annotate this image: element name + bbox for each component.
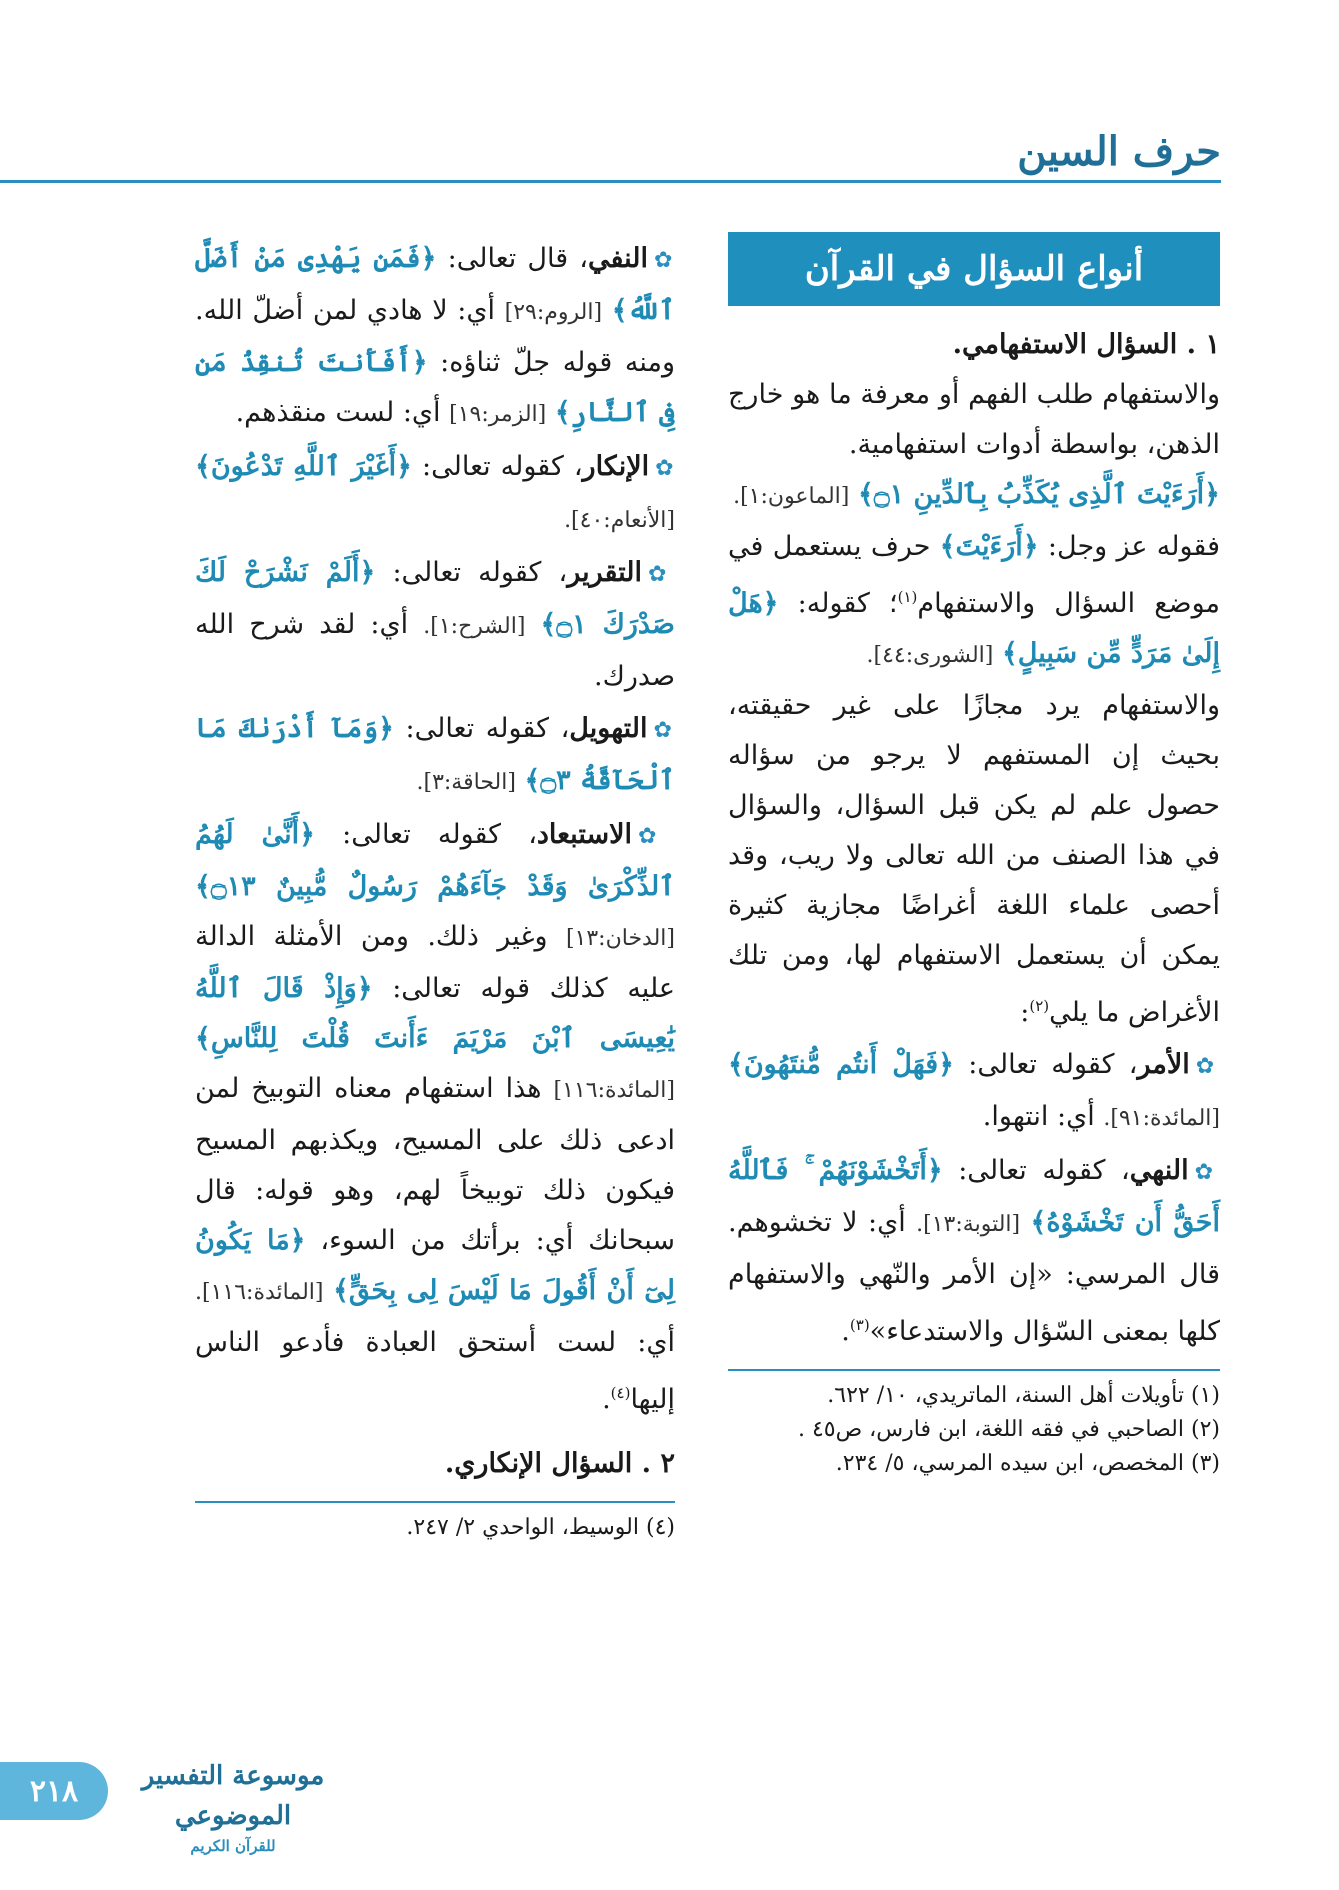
flower-bullet-icon: ✿ <box>638 824 676 849</box>
list-item-nahy <box>728 1146 1220 1357</box>
text-run: ، كقوله تعالى: <box>953 1049 1138 1080</box>
right-column <box>728 232 1220 1481</box>
footnote: (٢) الصاحبي في فقه اللغة، ابن فارس، ص٤٥ . <box>797 1417 1220 1442</box>
text-run: ، كقوله تعالى: <box>393 713 570 744</box>
paragraph-definition: والاستفهام طلب الفهم أو معرفة ما هو خارج الذهن، بواسطة أدوات استفهامية. <box>728 379 1220 460</box>
footnote-marker[interactable]: (٣) <box>849 1316 870 1334</box>
text-run: هذا استفهام معناه التوبيخ لمن ادعى ذلك على المسيح، ويكذبهم المسيح فيكون ذلك توبيخاً لهم، وهو قوله: قال سبحانك أي: برأتك من السوء، <box>195 1073 675 1256</box>
flower-bullet-icon: ✿ <box>655 456 675 481</box>
text-run: أي: لا تخشوهم. قال المرسي: «إن الأمر والنّهي والاستفهام كلها بمعنى السّؤال والاستدعاء» <box>728 1207 1220 1347</box>
text-run: والاستفهام يرد مجازًا على غير حقيقته، بحيث إن المستفهم لا يرجو من سؤاله حصول علم لم يكن قبل السؤال، والسؤال في هذا الصنف من الله تعالى ولا ريب، وقد أحصى علماء اللغة أغراضًا مجازية كثيرة يمكن أن يستعمل الاستفهام لها، ومن تلك الأغراض ما يلي <box>728 690 1220 1028</box>
paragraph-majaz <box>728 681 1220 1038</box>
text-run: ، كقوله تعالى: <box>942 1155 1130 1186</box>
footnote-marker[interactable]: (٤) <box>610 1384 631 1402</box>
verse-reference: [الزمر:١٩] <box>449 402 547 427</box>
verse-reference: [الحاقة:٣]. <box>416 770 516 795</box>
heading-istifhami: ١ . السؤال الاستفهامي. <box>952 329 1220 360</box>
verse-reference: [الماعون:١]. <box>733 484 850 509</box>
list-item-taqrir <box>195 548 675 702</box>
item-label: الإنكار <box>582 451 650 482</box>
text-run: أي: لقد شرح الله صدرك. <box>195 609 675 692</box>
verse-reference: [المائدة:١١٦]. <box>195 1280 324 1305</box>
text-run: أي: لست منقذهم. <box>235 397 450 428</box>
text-run: وغير ذلك. ومن الأمثلة الدالة عليه كذلك قوله تعالى: <box>195 921 675 1004</box>
footnote-divider <box>195 1501 675 1503</box>
text-run: فقوله عز وجل: <box>1038 531 1220 562</box>
footnote-divider <box>728 1369 1220 1371</box>
flower-bullet-icon: ✿ <box>654 248 675 273</box>
verse-reference: [الأنعام:٤٠]. <box>564 508 675 533</box>
flower-bullet-icon: ✿ <box>648 562 676 587</box>
quran-quote: ﴿هَلْ إِلَىٰ مَرَدٍّ مِّن سَبِيلٍ﴾ <box>728 588 1220 669</box>
quran-quote: ﴿فَمَن يَهْدِى مَنْ أَضَلَّ ٱللَّهُ﴾ <box>195 243 675 326</box>
verse-reference: [الروم:٢٩] <box>504 300 603 325</box>
verse-reference: [الدخان:١٣] <box>565 926 675 951</box>
text-run: حرف يستعمل في موضع السؤال والاستفهام <box>728 531 1220 619</box>
text-run: : <box>1020 997 1030 1028</box>
verse-reference: [المائدة:١١٦] <box>553 1078 675 1103</box>
quran-quote: ﴿فَهَلْ أَنتُم مُّنتَهُونَ﴾ <box>728 1049 954 1080</box>
quran-quote: ﴿وَإِذْ قَالَ ٱللَّهُ يَٰعِيسَى ٱبْنَ مَرْيَمَ ءَأَنتَ قُلْتَ لِلنَّاسِ﴾ <box>195 973 675 1054</box>
text-run: ، كقوله تعالى: <box>375 557 568 588</box>
left-column <box>195 232 675 1545</box>
text-run: ، كقوله تعالى: <box>412 451 583 482</box>
text-run: ؛ كقوله: <box>778 588 898 619</box>
heading-inkari: ٢ . السؤال الإنكاري. <box>444 1448 675 1479</box>
item-label: الاستبعاد <box>536 819 632 850</box>
encyclopedia-logo <box>138 1756 328 1855</box>
quran-quote: ﴿أَنَّىٰ لَهُمُ ٱلذِّكْرَىٰ وَقَدْ جَآءَهُمْ رَسُولٌ مُّبِينٌ ۝١٣﴾ <box>195 819 675 902</box>
quran-quote: ﴿أَرَءَيْتَ ٱلَّذِى يُكَذِّبُ بِٱلدِّينِ ۝١﴾ <box>857 479 1220 510</box>
item-label: النهي <box>1129 1155 1189 1186</box>
text-run: ، قال تعالى: <box>436 243 588 274</box>
verse-reference: [الشورى:٤٤]. <box>866 643 994 668</box>
quran-quote: ﴿أَغَيْرَ ٱللَّهِ تَدْعُونَ﴾ <box>195 451 413 482</box>
text-run: أي: انتهوا. <box>982 1101 1104 1132</box>
item-label: النفي <box>587 243 649 274</box>
footnote: (١) تأويلات أهل السنة، الماتريدي، ١٠/ ٦٢٢. <box>827 1383 1220 1408</box>
text-run: . <box>841 1316 850 1347</box>
flower-bullet-icon: ✿ <box>653 718 675 743</box>
quran-quote: ﴿أَلَمْ نَشْرَحْ لَكَ صَدْرَكَ ۝١﴾ <box>195 557 675 640</box>
section-title: أنواع السؤال في القرآن <box>728 232 1220 306</box>
verse-reference: [التوبة:١٣]. <box>916 1212 1021 1237</box>
list-item-istibaad <box>195 810 675 1425</box>
page-header-title: حرف السين <box>1017 128 1221 175</box>
quran-quote: ﴿أَفَأَنتَ تُنقِذُ مَن فِى ٱلنَّارِ﴾ <box>195 347 675 428</box>
page-number-badge: ٢١٨ <box>0 1762 108 1820</box>
header-divider <box>0 180 1221 183</box>
list-item-amr <box>728 1040 1220 1144</box>
quran-quote: ﴿وَمَآ أَدْرَىٰكَ مَا ٱلْحَآقَّةُ ۝٣﴾ <box>195 713 675 796</box>
flower-bullet-icon: ✿ <box>1194 1160 1221 1185</box>
quran-quote: ﴿أَتَخْشَوْنَهُمْ ۚ فَٱللَّهُ أَحَقُّ أَن تَخْشَوْهُ﴾ <box>728 1155 1220 1238</box>
list-item-tahwil <box>195 704 675 808</box>
flower-bullet-icon: ✿ <box>1195 1054 1221 1079</box>
verse-reference: [الشرح:١]. <box>423 614 526 639</box>
logo-subtitle: للقرآن الكريم <box>190 1837 276 1855</box>
paragraph-araayta <box>728 522 1220 681</box>
footnote: (٤) الوسيط، الواحدي ٢/ ٢٤٧. <box>406 1515 675 1540</box>
paragraph-example-1 <box>728 470 1220 522</box>
list-item-inkar <box>195 442 675 546</box>
item-label: التهويل <box>569 713 648 744</box>
list-item-nafy <box>195 234 675 440</box>
item-label: الأمر <box>1137 1049 1190 1080</box>
text-run: . <box>602 1384 611 1415</box>
logo-title: موسوعة التفسير الموضوعي <box>141 1761 325 1831</box>
quran-quote: ﴿مَا يَكُونُ لِىٓ أَنْ أَقُولَ مَا لَيْسَ لِى بِحَقٍّ﴾ <box>195 1225 675 1306</box>
footnote-marker[interactable]: (٢) <box>1029 997 1050 1015</box>
footnote: (٣) المخصص، ابن سيده المرسي، ٥/ ٢٣٤. <box>835 1451 1220 1476</box>
text-run: ، كقوله تعالى: <box>314 819 537 850</box>
text-run: أي: لست أستحق العبادة فأدعو الناس إليها <box>195 1327 675 1415</box>
verse-reference: [المائدة:٩١]. <box>1103 1106 1220 1131</box>
item-label: التقرير <box>567 557 643 588</box>
footnote-marker[interactable]: (١) <box>897 588 918 606</box>
quran-quote: ﴿أَرَءَيْتَ﴾ <box>939 531 1039 562</box>
text-run: أي: لا هادي لمن أضلّ الله. ومنه قوله جلّ ثناؤه: <box>195 295 676 378</box>
